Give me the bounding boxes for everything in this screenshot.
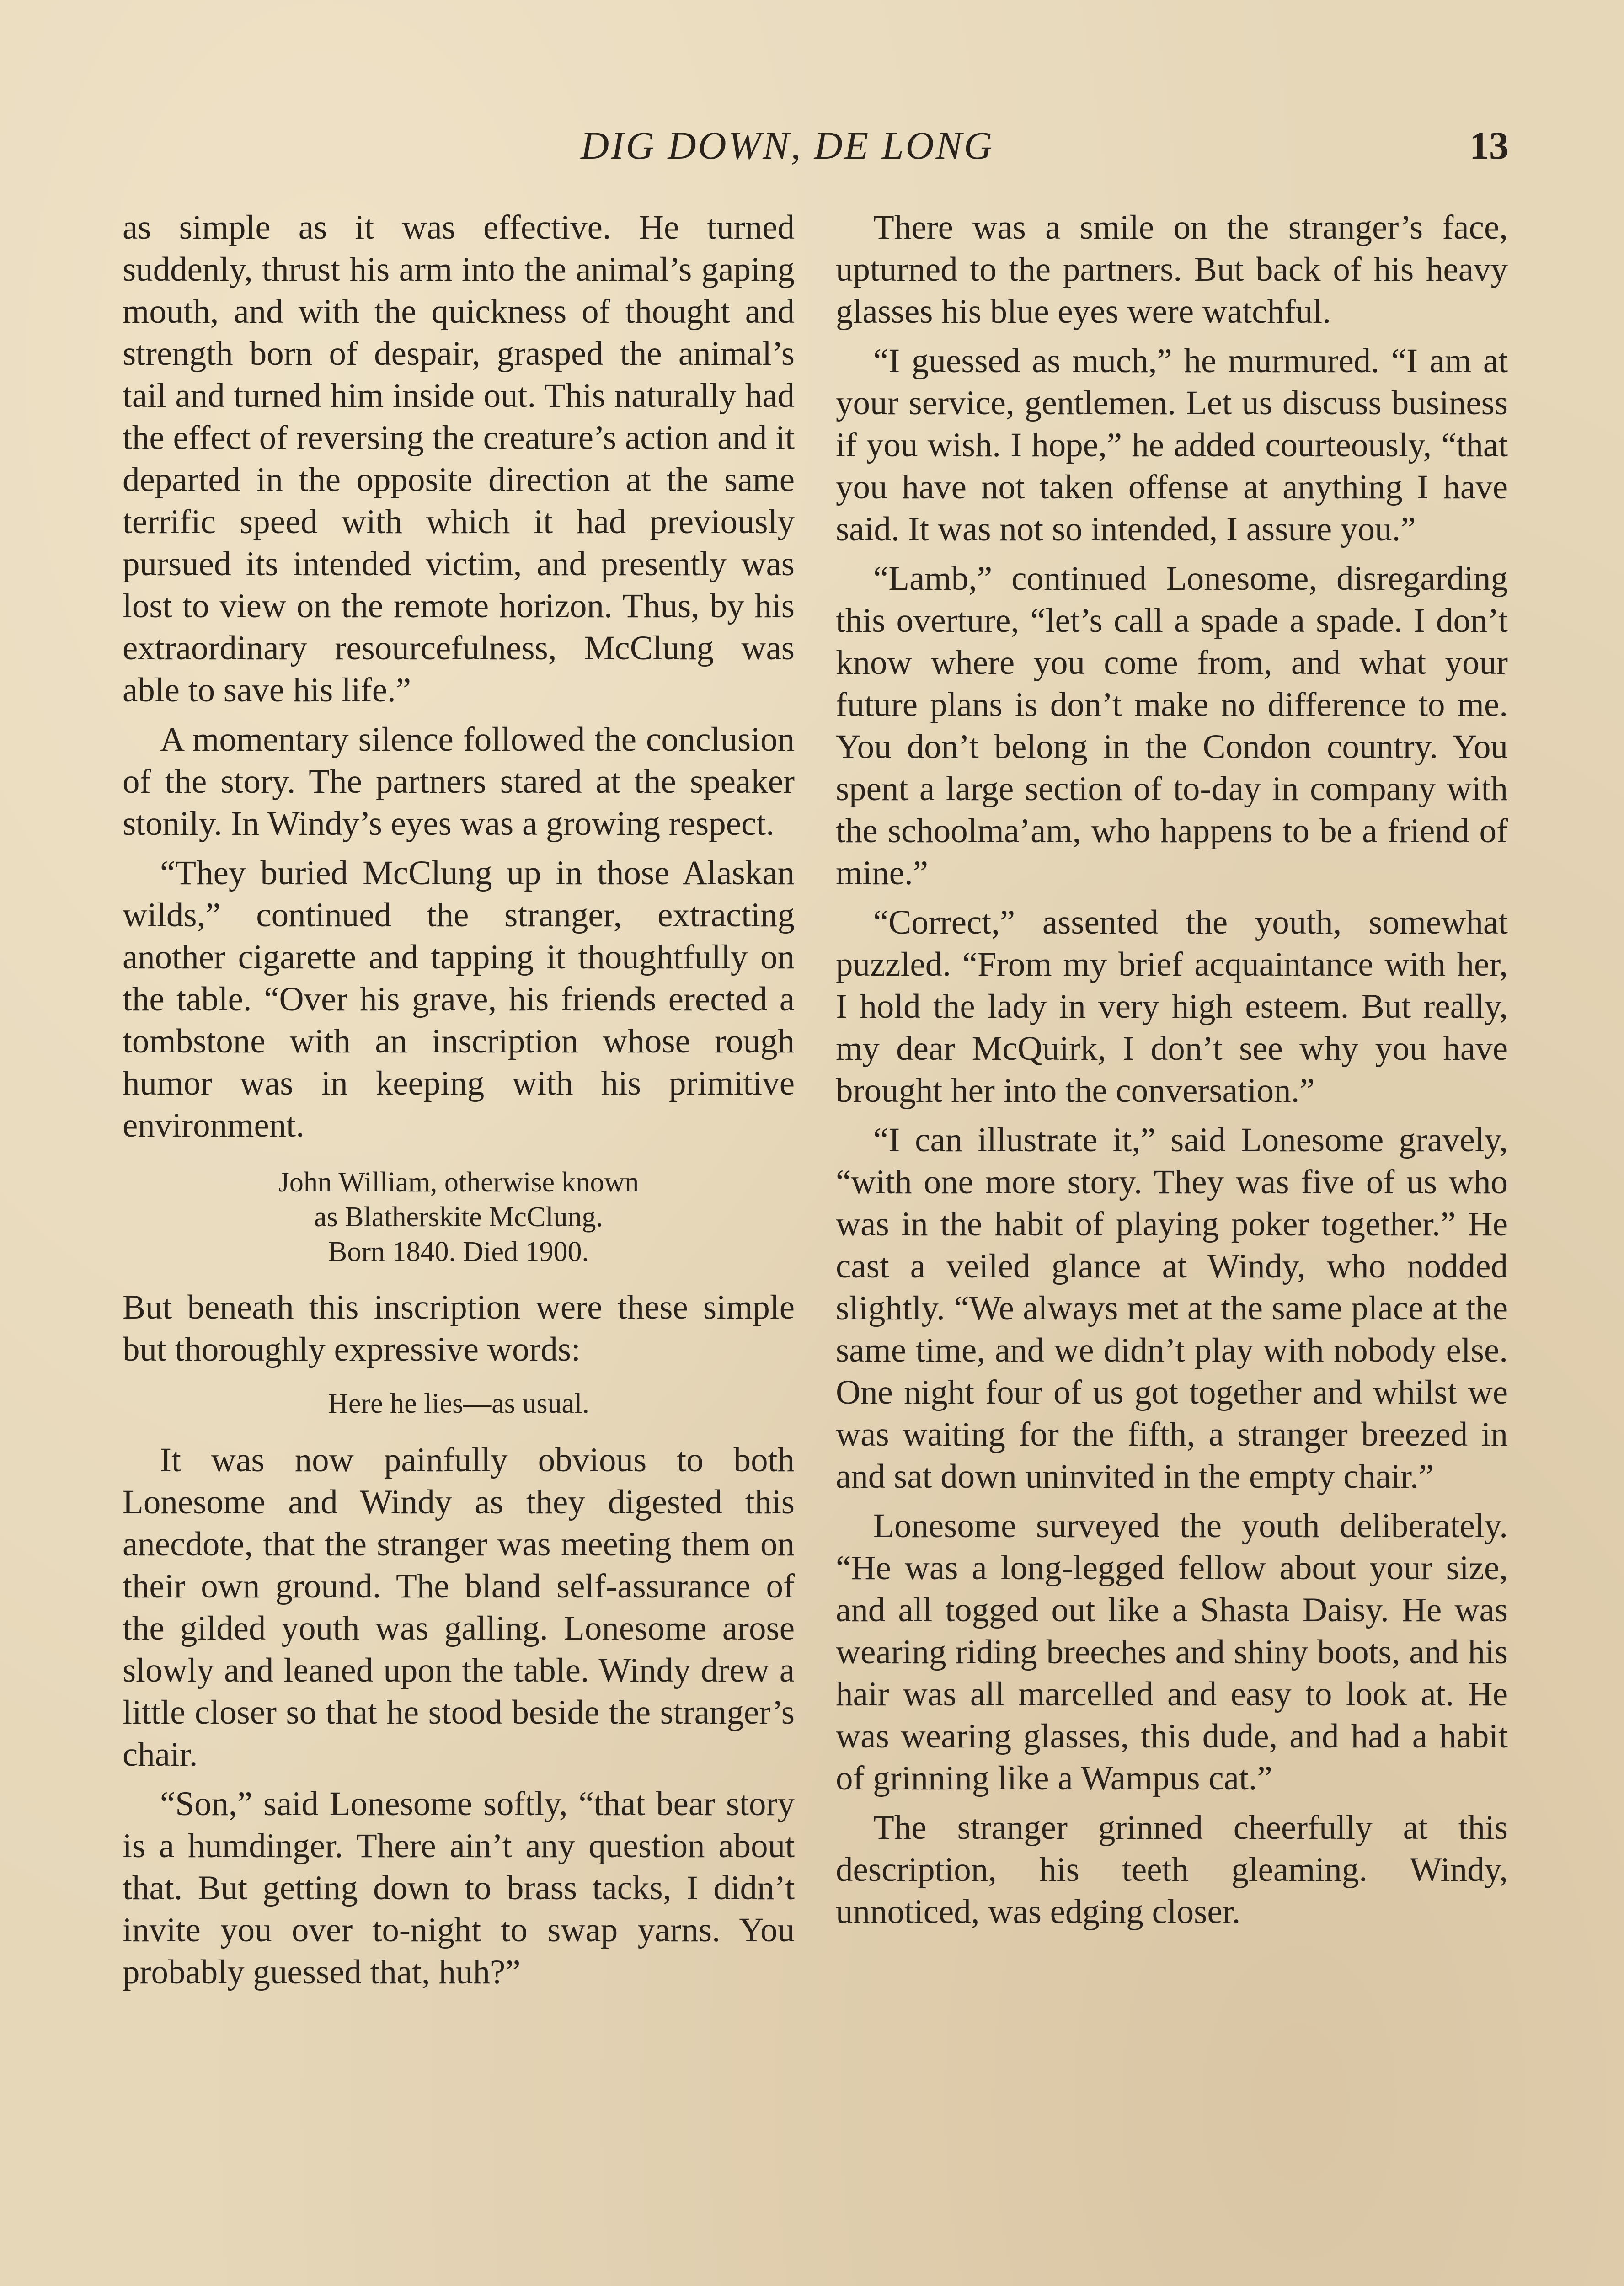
paragraph: “I guessed as much,” he murmured. “I am at your service, gentlemen. Let us discuss business if you wish. I hope,” he added courteously, “that you have not taken offense at anything I have said. It was not so intended, I assure you.” [836,342,1508,548]
paragraph: “They buried McClung up in those Alaskan wilds,” continued the stranger, extracting another cigarette and tapping it thoughtfully on the table. “Over his grave, his friends erected a tombstone with an inscription whose rough humor was in keeping with his primitive environment. [123,854,795,1144]
paragraph: Lonesome surveyed the youth deliberately. “He was a long-legged fellow about your size, and all togged out like a Shasta Daisy. He was wearing riding breeches and shiny boots, and his hair was all marcelled and easy to look at. He was wearing glasses, this dude, and had a habit of grinning like a Wampus cat.” [836,1507,1508,1797]
inscription-line: as Blatherskite McClung. [314,1202,603,1233]
tombstone-inscription [123,1165,795,1269]
paragraph: “Son,” said Lonesome softly, “that bear story is a humdinger. There ain’t any question about that. But getting down to brass tacks, I didn’t invite you over to-night to swap yarns. You probably guessed that, huh?” [123,1785,795,1991]
inscription-line: Born 1840. Died 1900. [328,1236,589,1267]
right-column [836,207,1508,1940]
paragraph: “I can illustrate it,” said Lonesome gravely, “with one more story. They was five of us who was in the habit of playing poker together.” He cast a veiled glance at Windy, who nodded slightly. “We always met at the same place at the same time, and we didn’t play with nobody else. One night four of us got together and whilst we was waiting for the fifth, a stranger breezed in and sat down uninvited in the empty chair.” [836,1121,1508,1496]
epitaph: Here he lies—as usual. [328,1388,589,1419]
inscription-line: John William, otherwise known [278,1167,639,1198]
paragraph: as simple as it was effective. He turned suddenly, thrust his arm into the animal’s gaping mouth, and with the quickness of thought and strength born of despair, grasped the animal’s tail and turned him inside out. This naturally had the effect of reversing the creature’s action and it departed in the opposite direction at the same terrific speed with which it had previously pursued its intended victim, and presently was lost to view on the remote horizon. Thus, by his extraordinary resourcefulness, McClung was able to save his life.” [123,208,795,709]
paragraph: “Correct,” assented the youth, somewhat puzzled. “From my brief acquaintance with her, I hold the lady in very high esteem. But really, my dear McQuirk, I don’t see why you have brought her into the conversation.” [836,903,1508,1110]
running-title: DIG DOWN, DE LONG [581,123,994,167]
paragraph: “Lamb,” continued Lonesome, disregarding this overture, “let’s call a spade a spade. I don’t know where you come from, and what your future plans is don’t make no difference to me. You don’t belong in the Condon country. You spent a large section of to-day in company with the schoolma’am, who happens to be a friend of mine.” [836,560,1508,892]
paragraph: It was now painfully obvious to both Lonesome and Windy as they digested this anecdote, that the stranger was meeting them on their own ground. The bland self-assurance of the gilded youth was galling. Lonesome arose slowly and leaned upon the table. Windy drew a little closer so that he stood beside the stranger’s chair. [123,1441,795,1773]
page-header [581,123,1509,182]
paragraph: But beneath this inscription were these simple but thoroughly expressive words: [123,1288,795,1368]
paragraph: A momentary silence followed the conclusion of the story. The partners stared at the speaker stonily. In Windy’s eyes was a growing respect. [123,721,795,843]
paragraph: There was a smile on the stranger’s face, upturned to the partners. But back of his heavy glasses his blue eyes were watchful. [836,208,1508,331]
page-number: 13 [1469,123,1509,167]
left-column [123,207,795,2001]
paragraph: The stranger grinned cheerfully at this description, his teeth gleaming. Windy, unnoticed, was edging closer. [836,1809,1508,1931]
